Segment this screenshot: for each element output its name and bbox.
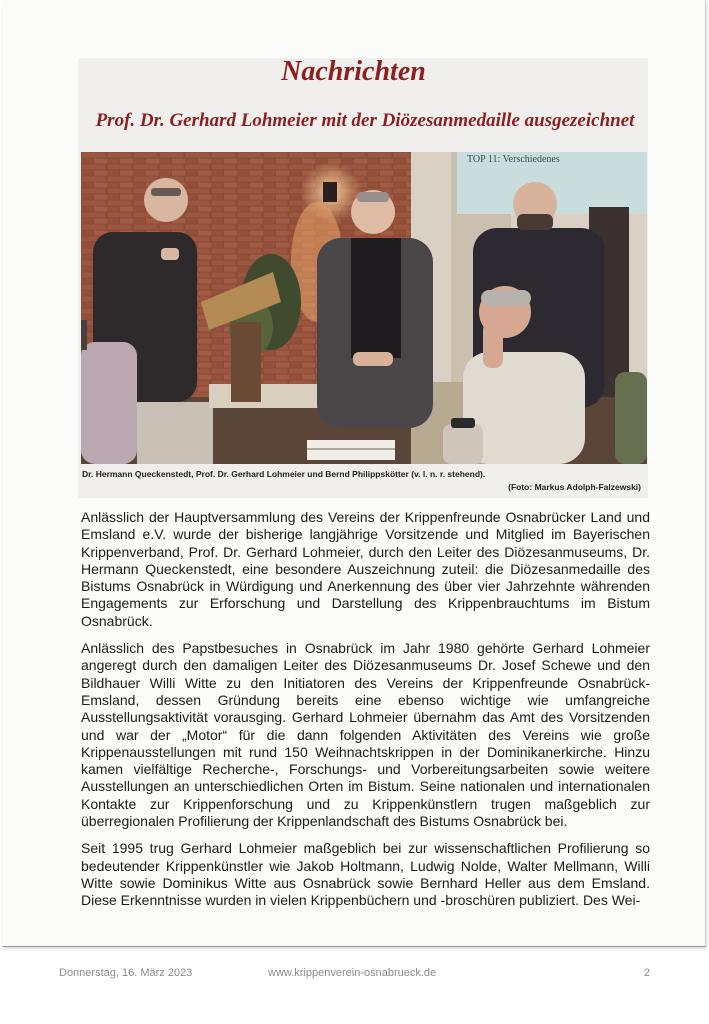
page-heading: Nachrichten [281,56,426,87]
page-number: 2 [643,967,650,979]
article-title: Prof. Dr. Gerhard Lohmeier mit der Diözesanmedaille ausgezeichnet [95,110,635,131]
paragraph: Seit 1995 trug Gerhard Lohmeier maßgeblich bei zur wissenschaftlichen Profilierung so bedeutender Krippenkünstler wie Jakob Holtmann, Ludwig Nolde, Walter Mellmann, Willi Witte sowie Dominikus Witte aus Osnabrück sowie Bernhard Heller aus dem Emsland. Diese Erkenntnisse wurden in vielen Krippenbüchern und -broschüren publiziert. Des Wei- [81,840,650,909]
footer-date: Donnerstag, 16. März 2023 [59,967,193,979]
scanned-page [2,0,706,947]
screen-text: TOP 11: Verschiedenes [467,154,560,165]
paragraph: Anlässlich des Papstbesuches in Osnabrück im Jahr 1980 gehörte Gerhard Lohmeier angeregt durch den damaligen Leiter des Diözesanmuseums Dr. Josef Schewe und den Bildhauer Willi Witte zu den Initiatoren des Vereins der Krippenfreunde Osnabrück-Emsland, dessen Gründung bereits eine ebenso wichtige wie umfangreiche Ausstellungsaktivität vorausging. Gerhard Lohmeier übernahm das Amt des Vorsitzenden und war der „Motor“ für die dann folgenden Aktivitäten des Vereins wie große Krippenausstellungen mit rund 150 Weihnachtskrippen in der Dominikanerkirche. Hinzu kamen vielfältige Recherche-, Forschungs- und Vorbereitungsarbeiten sowie weitere Ausstellungen an unterschiedlichen Orten im Bistum. Seine nationalen und internationalen Kontakte zur Krippenforschung und zu Krippenkünstlern trugen maßgeblich zur überregionalen Profilierung der Krippenlandschaft des Bistums Osnabrück bei. [81,640,650,830]
article-photo [81,152,647,464]
photo-credit: (Foto: Markus Adolph-Falzewski) [508,482,641,492]
paragraph: Anlässlich der Hauptversammlung des Vereins der Krippenfreunde Osnabrücker Land und Emsland e.V. wurde der bisherige langjährige Vorsitzende und Mitglied im Bayerischen Krippenverband, Prof. Dr. Gerhard Lohmeier, durch den Leiter des Diözesanmuseums, Dr. Hermann Queckenstedt, eine besondere Auszeichnung zuteil: die Diözesanmedaille des Bistums Osnabrück in Würdigung und Anerkennung des über vier Jahrzehnte währenden Engagements zur Erforschung und Darstellung des Krippenbrauchtums im Bistum Osnabrück. [81,509,650,629]
photo-caption: Dr. Hermann Queckenstedt, Prof. Dr. Gerhard Lohmeier und Bernd Philippskötter (v. l. n. r. stehend). [82,469,486,479]
footer-url[interactable]: www.krippenverein-osnabrueck.de [268,967,437,979]
article-body [81,509,650,920]
